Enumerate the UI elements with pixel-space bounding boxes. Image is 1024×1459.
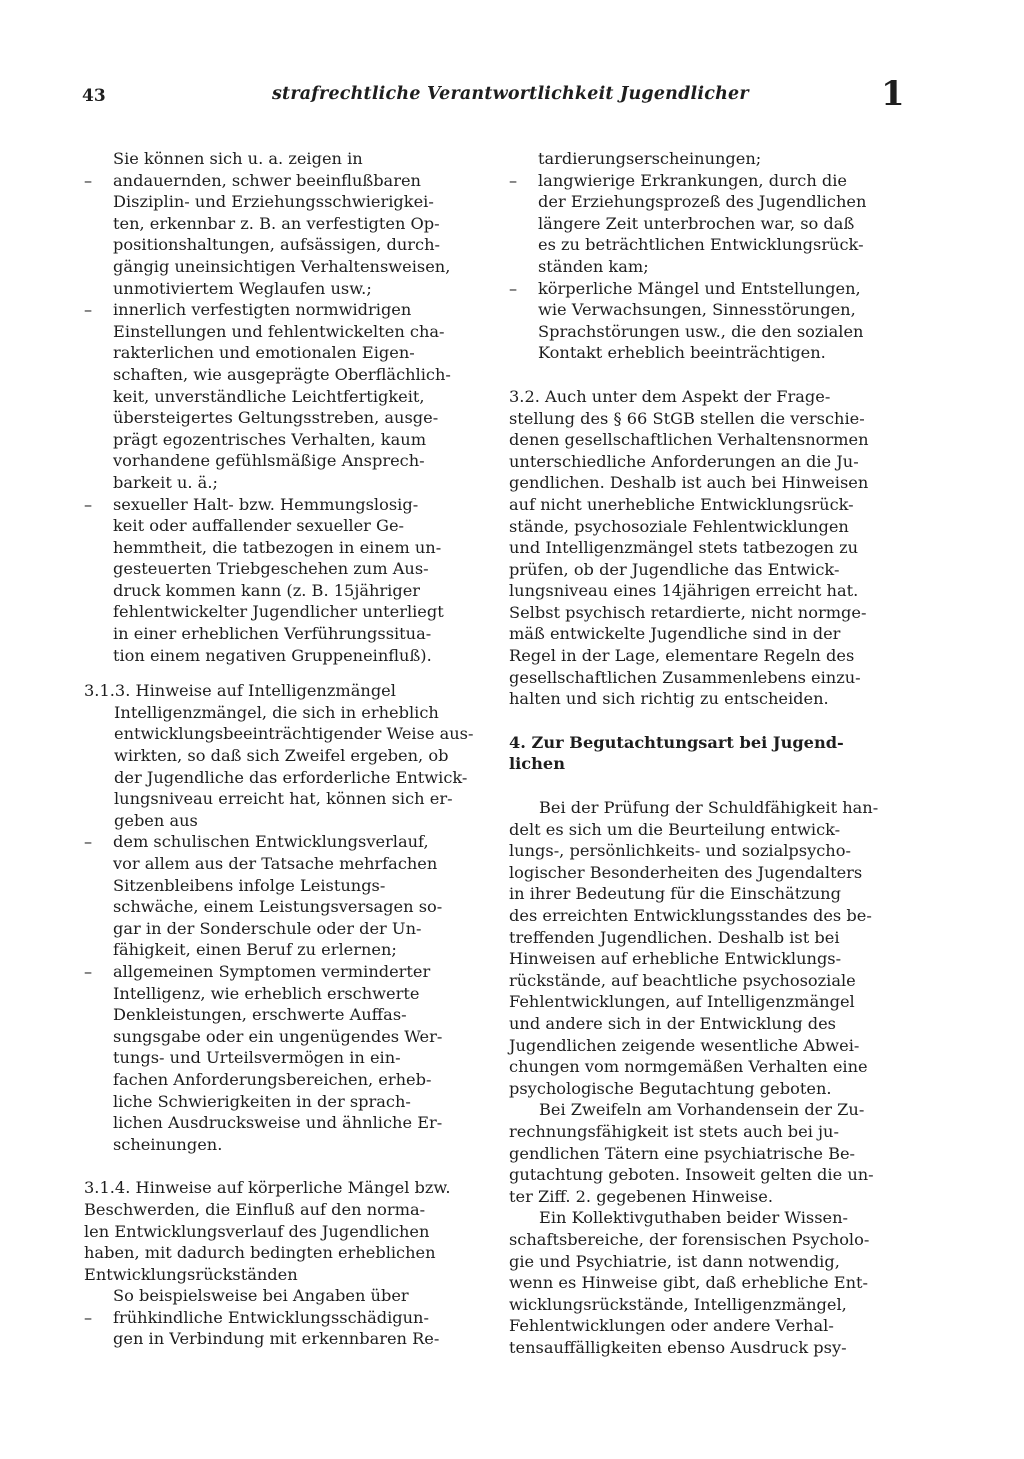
line-text: rückstände, auf beachtliche psychosoziale [509, 970, 856, 990]
text-line [509, 797, 909, 819]
line-text: barkeit u. ä.; [113, 472, 218, 492]
text-line [84, 831, 484, 853]
line-text: Sie können sich u. a. zeigen in [113, 149, 363, 168]
line-text: gesteuerten Triebgeschehen zum Aus- [113, 559, 429, 579]
line-text: geben aus [114, 810, 198, 830]
text-line [509, 342, 909, 364]
text-line [509, 602, 909, 624]
text-line [84, 407, 484, 429]
list-dash: – [84, 300, 93, 320]
line-text: Bei Zweifeln am Vorhandensein der Zu- [539, 1100, 865, 1120]
text-line [509, 1207, 909, 1229]
line-text: unterschiedliche Anforderungen an die Ju- [509, 451, 859, 471]
line-text: gendlichen. Deshalb ist auch bei Hinweisen [509, 473, 869, 493]
line-text: sungsgabe oder ein ungenügendes Wer- [113, 1026, 443, 1046]
text-line [509, 732, 909, 754]
text-line [509, 494, 909, 516]
line-text: schaften, wie ausgeprägte Oberflächlich- [113, 364, 451, 384]
text-line [509, 623, 909, 645]
text-line [509, 1143, 909, 1165]
line-text: sexueller Halt- bzw. Hemmungslosig- [113, 494, 419, 514]
paragraph-gap [84, 1155, 484, 1177]
text-line [84, 1328, 484, 1350]
line-text: Selbst psychisch retardierte, nicht normge- [509, 602, 867, 622]
text-line [509, 1294, 909, 1316]
text-line [84, 853, 484, 875]
text-line [509, 170, 909, 192]
text-line [84, 213, 484, 235]
text-line [84, 767, 484, 789]
line-text: lungs-, persönlichkeits- und sozialpsycho- [509, 841, 851, 861]
line-text: 3.1.4. Hinweise auf körperliche Mängel bzw. [84, 1178, 451, 1198]
text-line [509, 1078, 909, 1100]
line-text: fähigkeit, einen Beruf zu erlernen; [113, 940, 397, 960]
text-line [84, 299, 484, 321]
line-text: vorhandene gefühlsmäßige Ansprech- [113, 451, 425, 471]
text-line [509, 1229, 909, 1251]
line-text: Ein Kollektivguthaben beider Wissen- [539, 1208, 848, 1228]
line-text: des erreichten Entwicklungsstandes des be- [509, 906, 872, 925]
line-text: halten und sich richtig zu entscheiden. [509, 689, 829, 709]
line-text: scheinungen. [113, 1134, 223, 1154]
text-line [509, 970, 909, 992]
line-text: körperliche Mängel und Entstellungen, [538, 278, 861, 298]
line-text: chungen vom normgemäßen Verhalten eine [509, 1057, 868, 1077]
list-dash: – [84, 832, 93, 852]
text-line [84, 494, 484, 516]
text-line [84, 386, 484, 408]
text-line [84, 702, 484, 724]
list-dash: – [509, 278, 518, 298]
text-line [509, 905, 909, 927]
line-text: längere Zeit unterbrochen war, so daß [538, 213, 855, 233]
text-line [509, 429, 909, 451]
text-line [84, 537, 484, 559]
text-line [509, 862, 909, 884]
list-dash: – [84, 1307, 93, 1327]
text-line [509, 321, 909, 343]
text-line [84, 1177, 484, 1199]
text-line [509, 451, 909, 473]
text-line [84, 1134, 484, 1156]
line-text: Beschwerden, die Einfluß auf den norma- [84, 1199, 426, 1219]
text-line [509, 1272, 909, 1294]
text-line [509, 883, 909, 905]
line-text: ständen kam; [538, 256, 649, 276]
line-text: So beispielsweise bei Angaben über [113, 1286, 409, 1306]
line-text: psychologische Begutachtung geboten. [509, 1078, 832, 1098]
line-text: Intelligenz, wie erheblich erschwerte [113, 983, 420, 1003]
line-text: gen in Verbindung mit erkennbaren Re- [113, 1329, 440, 1349]
text-line [84, 450, 484, 472]
text-line [84, 429, 484, 451]
text-line [509, 472, 909, 494]
text-line [84, 580, 484, 602]
line-text: logischer Besonderheiten des Jugendalters [509, 862, 863, 882]
line-text: wie Verwachsungen, Sinnesstörungen, [538, 300, 856, 320]
line-text: unmotiviertem Weglaufen usw.; [113, 278, 372, 298]
line-text: gutachtung geboten. Insoweit gelten die un- [509, 1165, 874, 1185]
line-text: 3.1.3. Hinweise auf Intelligenzmängel [84, 681, 396, 701]
text-line [509, 1013, 909, 1035]
text-line [509, 580, 909, 602]
text-line [509, 408, 909, 430]
line-text: auf nicht unerhebliche Entwicklungsrück- [509, 494, 854, 514]
line-text: Sprachstörungen usw., die den sozialen [538, 321, 864, 341]
line-text: tungs- und Urteilsvermögen in ein- [113, 1048, 401, 1068]
line-text: haben, mit dadurch bedingten erheblichen [84, 1243, 436, 1263]
line-text: gendlichen Tätern eine psychiatrische Be- [509, 1143, 856, 1163]
line-text: innerlich verfestigten normwidrigen [113, 300, 412, 320]
line-text: wicklungsrückstände, Intelligenzmängel, [509, 1294, 847, 1314]
line-text: Intelligenzmängel, die sich in erheblich [114, 702, 439, 722]
line-text: len Entwicklungsverlauf des Jugendlichen [84, 1221, 430, 1241]
line-text: der Jugendliche das erforderliche Entwick- [114, 767, 468, 787]
text-line [509, 819, 909, 841]
text-line [84, 1264, 484, 1286]
text-line [84, 896, 484, 918]
text-line [509, 1056, 909, 1078]
text-line [84, 472, 484, 494]
text-line [84, 191, 484, 213]
line-text: Regel in der Lage, elementare Regeln des [509, 646, 855, 666]
line-text: ten, erkennbar z. B. an verfestigten Op- [113, 213, 440, 233]
text-line [84, 558, 484, 580]
line-text: gängig uneinsichtigen Verhaltensweisen, [113, 256, 451, 276]
line-text: stellung des § 66 StGB stellen die verschie- [509, 408, 865, 428]
text-line [509, 1315, 909, 1337]
text-line [509, 948, 909, 970]
line-text: druck kommen kann (z. B. 15jähriger [113, 580, 421, 600]
text-line [84, 170, 484, 192]
text-line [84, 983, 484, 1005]
text-line [84, 234, 484, 256]
text-line [84, 1242, 484, 1264]
text-line [84, 810, 484, 832]
line-text: mäß entwickelte Jugendliche sind in der [509, 624, 841, 644]
paragraph-gap [84, 666, 484, 680]
list-dash: – [84, 961, 93, 981]
text-line [84, 364, 484, 386]
line-text: keit, unverständliche Leichtfertigkeit, [113, 386, 425, 406]
text-line [84, 745, 484, 767]
text-line [509, 213, 909, 235]
text-line [509, 1186, 909, 1208]
text-line [84, 342, 484, 364]
line-text: andauernden, schwer beeinflußbaren [113, 170, 421, 190]
line-text: Jugendlichen zeigende wesentliche Abwei- [509, 1035, 860, 1055]
text-line [84, 723, 484, 745]
line-text: fachen Anforderungsbereichen, erheb- [113, 1069, 432, 1089]
line-text: frühkindliche Entwicklungsschädigun- [113, 1307, 429, 1327]
paragraph-gap [509, 775, 909, 797]
text-line [509, 1121, 909, 1143]
line-text: Entwicklungsrückständen [84, 1264, 298, 1284]
line-text: und Intelligenzmängel stets tatbezogen zu [509, 538, 859, 558]
text-line [509, 667, 909, 689]
text-line [84, 601, 484, 623]
line-text: prägt egozentrisches Verhalten, kaum [113, 429, 427, 449]
text-line [509, 1251, 909, 1273]
text-line [509, 386, 909, 408]
line-text: Disziplin- und Erziehungsschwierigkei- [113, 192, 434, 212]
line-text: 4. Zur Begutachtungsart bei Jugend- [509, 732, 844, 752]
text-line [84, 939, 484, 961]
text-line [509, 537, 909, 559]
text-line [84, 1285, 484, 1307]
text-line [509, 645, 909, 667]
text-line [84, 1091, 484, 1113]
line-text: in einer erheblichen Verführungssitua- [113, 624, 432, 644]
line-text: tensauffälligkeiten ebenso Ausdruck psy- [509, 1337, 847, 1357]
line-text: 3.2. Auch unter dem Aspekt der Frage- [509, 386, 831, 406]
text-line [509, 991, 909, 1013]
page-number: 43 [82, 86, 106, 106]
line-text: lungsniveau erreicht hat, können sich er- [114, 789, 453, 809]
line-text: wenn es Hinweise gibt, daß erhebliche Ent- [509, 1273, 868, 1293]
list-dash: – [84, 494, 93, 514]
list-dash: – [509, 170, 518, 190]
list-dash: – [84, 170, 93, 190]
text-line [509, 191, 909, 213]
text-line [84, 623, 484, 645]
line-text: der Erziehungsprozeß des Jugendlichen [538, 192, 867, 212]
line-text: lungsniveau eines 14jährigen erreicht hat. [509, 581, 859, 601]
line-text: Hinweisen auf erhebliche Entwicklungs- [509, 949, 842, 969]
text-line [84, 256, 484, 278]
right-column [509, 148, 909, 1358]
paragraph-gap [509, 364, 909, 386]
text-line [509, 1099, 909, 1121]
text-line [509, 559, 909, 581]
running-title: strafrechtliche Verantwortlichkeit Jugendlicher [272, 84, 749, 104]
line-text: denen gesellschaftlichen Verhaltensnormen [509, 430, 869, 450]
line-text: allgemeinen Symptomen verminderter [113, 961, 431, 981]
text-line [84, 1199, 484, 1221]
text-line [84, 1047, 484, 1069]
paragraph-gap [509, 710, 909, 732]
text-line [84, 918, 484, 940]
text-line [84, 515, 484, 537]
text-line [84, 278, 484, 300]
line-text: vor allem aus der Tatsache mehrfachen [113, 854, 438, 873]
line-text: Denkleistungen, erschwerte Auffas- [113, 1005, 407, 1025]
line-text: Fehlentwicklungen, auf Intelligenzmängel [509, 992, 855, 1012]
line-text: treffenden Jugendlichen. Deshalb ist bei [509, 927, 840, 947]
text-line [84, 1026, 484, 1048]
line-text: delt es sich um die Beurteilung entwick- [509, 819, 841, 839]
text-line [509, 148, 909, 170]
text-line [84, 148, 484, 170]
line-text: Fehlentwicklungen oder andere Verhal- [509, 1316, 834, 1336]
text-line [84, 1112, 484, 1134]
section-number: 1 [881, 74, 905, 114]
line-text: wirkten, so daß sich Zweifel ergeben, ob [114, 746, 449, 766]
line-text: Sitzenbleibens infolge Leistungs- [113, 875, 386, 895]
text-line [84, 1221, 484, 1243]
text-line [509, 753, 909, 775]
text-line [84, 680, 484, 702]
text-line [84, 1307, 484, 1329]
line-text: gar in der Sonderschule oder der Un- [113, 918, 422, 938]
text-line [84, 645, 484, 667]
text-line [84, 1069, 484, 1091]
line-text: gie und Psychiatrie, ist dann notwendig, [509, 1251, 840, 1271]
line-text: und andere sich in der Entwicklung des [509, 1013, 836, 1033]
line-text: tardierungserscheinungen; [538, 149, 762, 168]
text-line [509, 516, 909, 538]
line-text: lichen Ausdrucksweise und ähnliche Er- [113, 1113, 443, 1133]
line-text: gesellschaftlichen Zusammenlebens einzu- [509, 667, 861, 687]
text-line [84, 788, 484, 810]
text-line [84, 961, 484, 983]
text-line [509, 256, 909, 278]
text-line [509, 1164, 909, 1186]
line-text: entwicklungsbeeinträchtigender Weise aus- [114, 724, 474, 744]
text-line [84, 875, 484, 897]
text-line [509, 927, 909, 949]
text-line [509, 688, 909, 710]
line-text: prüfen, ob der Jugendliche das Entwick- [509, 559, 840, 579]
text-line [509, 1035, 909, 1057]
line-text: keit oder auffallender sexueller Ge- [113, 516, 405, 536]
line-text: schaftsbereiche, der forensischen Psycholo- [509, 1229, 870, 1249]
text-line [509, 278, 909, 300]
left-column [84, 148, 484, 1350]
line-text: tion einem negativen Gruppeneinfluß). [113, 645, 432, 665]
line-text: rechnungsfähigkeit ist stets auch bei ju- [509, 1121, 839, 1141]
line-text: Kontakt erheblich beeinträchtigen. [538, 343, 826, 363]
line-text: langwierige Erkrankungen, durch die [538, 170, 848, 190]
line-text: Einstellungen und fehlentwickelten cha- [113, 321, 445, 341]
line-text: in ihrer Bedeutung für die Einschätzung [509, 884, 841, 904]
line-text: rakterlichen und emotionalen Eigen- [113, 343, 415, 363]
page-header [0, 74, 1024, 120]
line-text: dem schulischen Entwicklungsverlauf, [113, 832, 429, 852]
line-text: stände, psychosoziale Fehlentwicklungen [509, 516, 849, 536]
line-text: positionshaltungen, aufsässigen, durch- [113, 235, 440, 255]
line-text: ter Ziff. 2. gegebenen Hinweise. [509, 1186, 773, 1206]
line-text: hemmtheit, die tatbezogen in einem un- [113, 537, 442, 557]
line-text: liche Schwierigkeiten in der sprach- [113, 1091, 411, 1111]
line-text: es zu beträchtlichen Entwicklungsrück- [538, 235, 864, 255]
line-text: lichen [509, 754, 565, 774]
line-text: Bei der Prüfung der Schuldfähigkeit han- [539, 798, 879, 818]
text-line [84, 321, 484, 343]
line-text: übersteigertes Geltungsstreben, ausge- [113, 408, 439, 428]
text-line [509, 1337, 909, 1359]
line-text: schwäche, einem Leistungsversagen so- [113, 897, 443, 917]
text-line [509, 840, 909, 862]
text-line [509, 299, 909, 321]
text-line [509, 234, 909, 256]
text-line [84, 1004, 484, 1026]
line-text: fehlentwickelter Jugendlicher unterliegt [113, 602, 444, 622]
